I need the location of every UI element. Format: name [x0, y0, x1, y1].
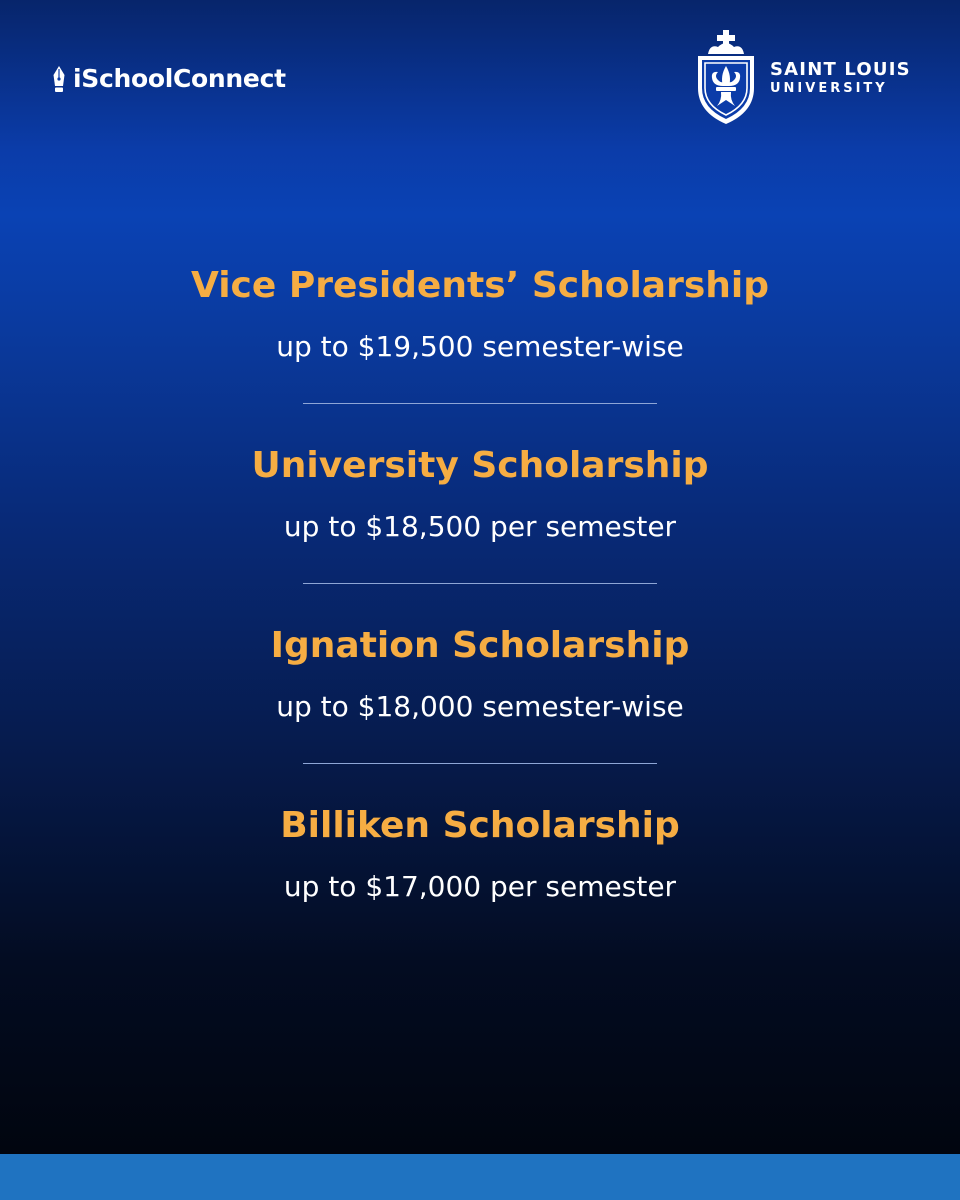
scholarship-amount: up to $18,000 semester-wise — [276, 690, 684, 723]
scholarship-title: Ignation Scholarship — [270, 625, 690, 666]
ischoolconnect-logo — [52, 64, 286, 93]
fleur-de-lis-crest-icon — [694, 30, 758, 126]
scholarship-title: Vice Presidents’ Scholarship — [190, 265, 770, 306]
scholarship-amount: up to $19,500 semester-wise — [276, 330, 684, 363]
divider — [303, 763, 657, 764]
scholarship-item — [252, 441, 709, 547]
scholarship-amount: up to $18,500 per semester — [283, 510, 677, 543]
scholarship-title: University Scholarship — [251, 445, 709, 486]
scholarship-amount: up to $17,000 per semester — [283, 870, 677, 903]
divider — [303, 403, 657, 404]
scholarship-list — [0, 261, 960, 907]
scholarship-item — [271, 621, 690, 727]
brand-name: iSchoolConnect — [73, 64, 286, 93]
scholarship-item — [191, 261, 769, 367]
scholarship-title: Billiken Scholarship — [280, 805, 680, 846]
pen-nib-icon — [52, 65, 66, 93]
university-name-line2: UNIVERSITY — [770, 81, 888, 96]
saint-louis-university-logo — [694, 30, 911, 126]
university-name-line1: SAINT LOUIS — [770, 59, 911, 80]
bottom-accent-bar — [0, 1154, 960, 1200]
divider — [303, 583, 657, 584]
university-name — [770, 59, 911, 97]
scholarship-item — [280, 801, 680, 907]
